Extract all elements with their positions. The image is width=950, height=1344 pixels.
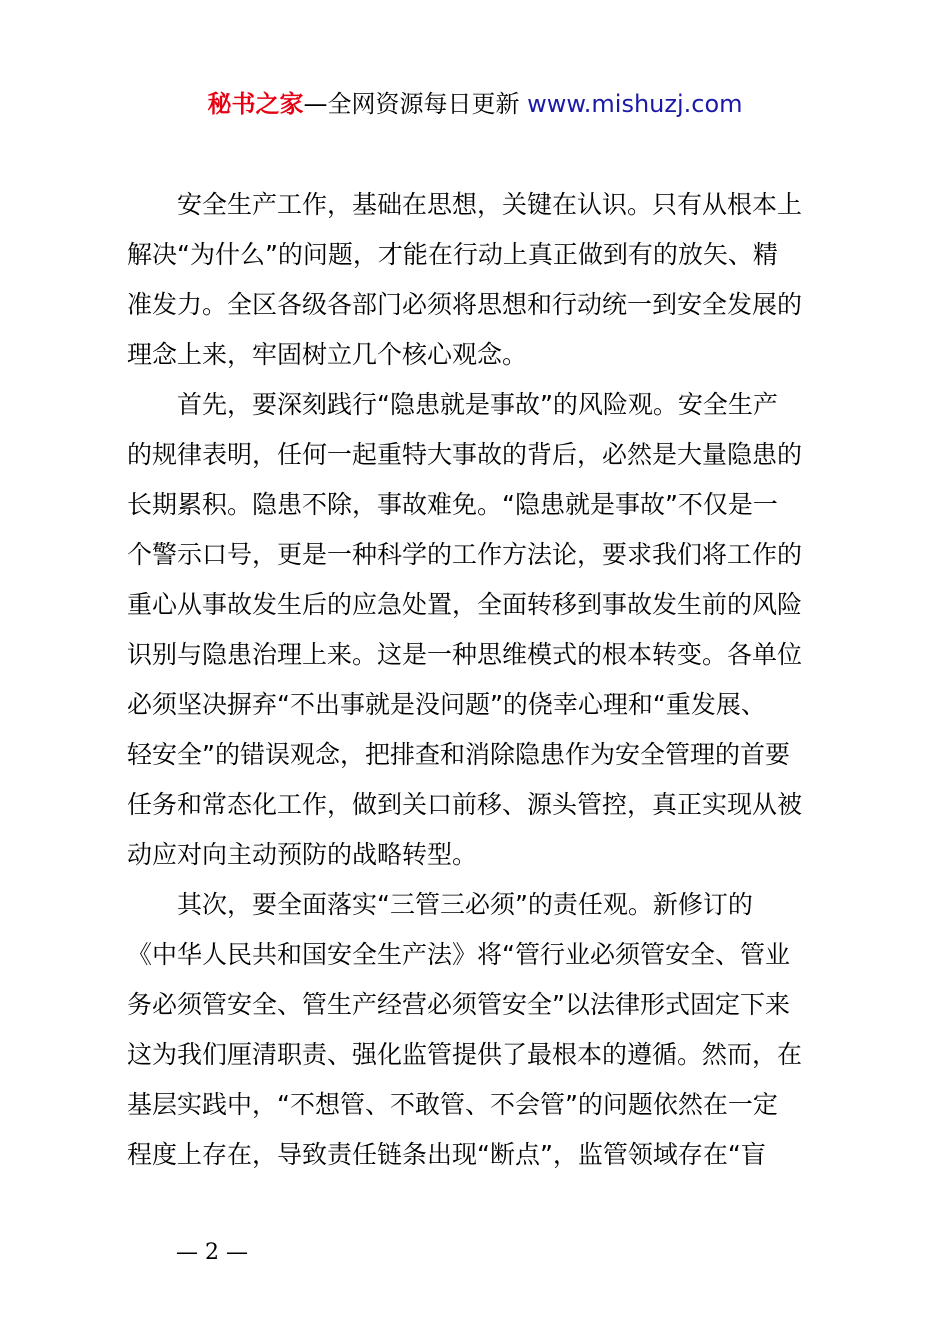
site-tagline: —全网资源每日更新 xyxy=(303,90,528,118)
paragraph-3-line-4: 这为我们厘清职责、强化监管提供了最根本的遵循。然而，在 xyxy=(127,1040,803,1069)
paragraph-3-line-3: 务必须管安全、管生产经营必须管安全”以法律形式固定下来 xyxy=(127,990,790,1019)
page-number: — 2 — xyxy=(176,1240,248,1265)
paragraph-2-line-2: 的规律表明，任何一起重特大事故的背后，必然是大量隐患的 xyxy=(127,440,803,469)
paragraph-1-line-3: 准发力。全区各级各部门必须将思想和行动统一到安全发展的 xyxy=(127,290,803,319)
paragraph-3-line-2: 《中华人民共和国安全生产法》将“管行业必须管安全、管业 xyxy=(127,940,790,969)
paragraph-2-line-6: 识别与隐患治理上来。这是一种思维模式的根本转变。各单位 xyxy=(127,640,803,669)
paragraph-2-line-3: 长期累积。隐患不除，事故难免。“隐患就是事故”不仅是一 xyxy=(127,490,778,519)
paragraph-3-line-5: 基层实践中，“不想管、不敢管、不会管”的问题依然在一定 xyxy=(127,1090,778,1119)
paragraph-1-line-4: 理念上来，牢固树立几个核心观念。 xyxy=(127,340,528,369)
site-url-link[interactable]: www.mishuzj.com xyxy=(527,90,743,118)
paragraph-1-line-2: 解决“为什么”的问题，才能在行动上真正做到有的放矢、精 xyxy=(127,240,778,269)
paragraph-2-line-9: 任务和常态化工作，做到关口前移、源头管控，真正实现从被 xyxy=(127,790,803,819)
site-brand: 秘书之家 xyxy=(207,90,304,118)
paragraph-1-line-1: 安全生产工作，基础在思想，关键在认识。只有从根本上 xyxy=(177,190,803,219)
paragraph-3-line-6: 程度上存在，导致责任链条出现“断点”，监管领域存在“盲 xyxy=(127,1140,766,1169)
paragraph-2-line-10: 动应对向主动预防的战略转型。 xyxy=(127,840,478,869)
site-header xyxy=(0,88,950,120)
paragraph-2-line-5: 重心从事故发生后的应急处置，全面转移到事故发生前的风险 xyxy=(127,590,803,619)
paragraph-3-line-1: 其次，要全面落实“三管三必须”的责任观。新修订的 xyxy=(177,890,753,919)
paragraph-2-line-1: 首先，要深刻践行“隐患就是事故”的风险观。安全生产 xyxy=(177,390,778,419)
paragraph-2-line-4: 个警示口号，更是一种科学的工作方法论，要求我们将工作的 xyxy=(127,540,803,569)
paragraph-2-line-7: 必须坚决摒弃“不出事就是没问题”的侥幸心理和“重发展、 xyxy=(127,690,766,719)
document-body xyxy=(127,180,835,1180)
paragraph-2-line-8: 轻安全”的错误观念，把排查和消除隐患作为安全管理的首要 xyxy=(127,740,790,769)
